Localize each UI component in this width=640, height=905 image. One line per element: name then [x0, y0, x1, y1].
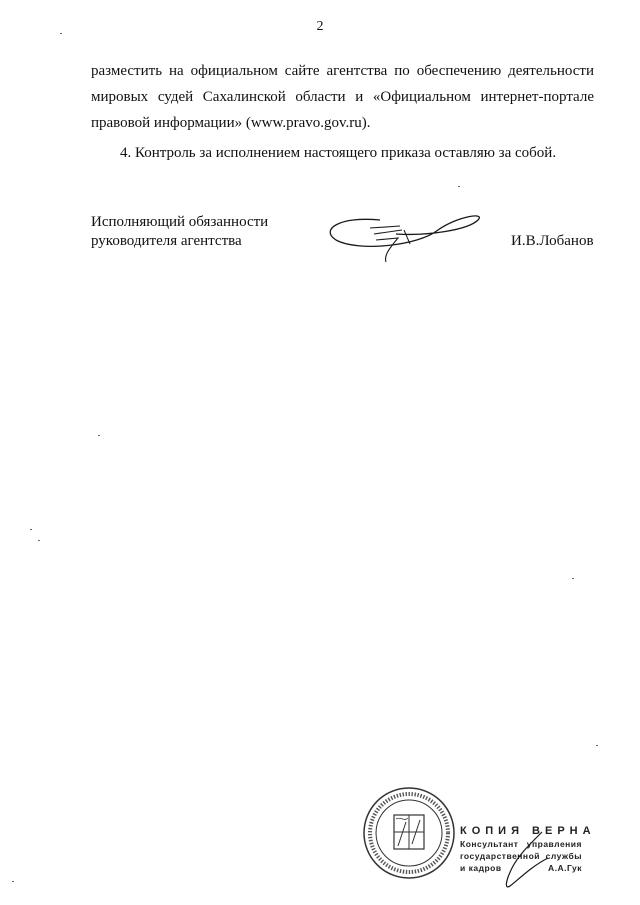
scan-speck	[38, 540, 40, 541]
certification-text: Консультант	[460, 839, 519, 849]
scan-speck	[12, 881, 14, 882]
scan-speck	[458, 186, 460, 187]
certification-text: управления	[526, 839, 582, 849]
paragraph-continuation	[91, 58, 594, 136]
signer-name: И.В.Лобанов	[511, 233, 594, 249]
page-number: 2	[316, 19, 324, 34]
certifier-name: А.А.Гук	[548, 863, 582, 873]
scan-speck	[572, 578, 574, 579]
signer-position	[91, 213, 268, 251]
signer-position-line: Исполняющий обязанности	[91, 214, 269, 230]
text-line: мировых судей Сахалинской области и «Официальном интернет-портале	[91, 89, 594, 105]
certification-text: государственной	[460, 851, 540, 861]
text-line: разместить на официальном сайте агентства по обеспечению деятельности	[91, 63, 594, 79]
scan-speck	[60, 33, 62, 34]
scan-speck	[98, 435, 100, 436]
signer-position-line: руководителя агентства	[91, 233, 242, 249]
paragraph-item-4: 4. Контроль за исполнением настоящего приказа оставляю за собой.	[120, 145, 557, 161]
certification-text: службы	[545, 851, 582, 861]
scan-speck	[596, 745, 598, 746]
handwritten-signature	[318, 200, 488, 270]
certifier-signature	[488, 828, 558, 893]
text-line: правовой информации» (www.pravo.gov.ru).	[91, 115, 371, 131]
certification-text: и кадров	[460, 863, 502, 873]
official-seal	[362, 786, 456, 880]
certification-title: КОПИЯ ВЕРНА	[460, 825, 596, 837]
scan-speck	[30, 529, 32, 530]
